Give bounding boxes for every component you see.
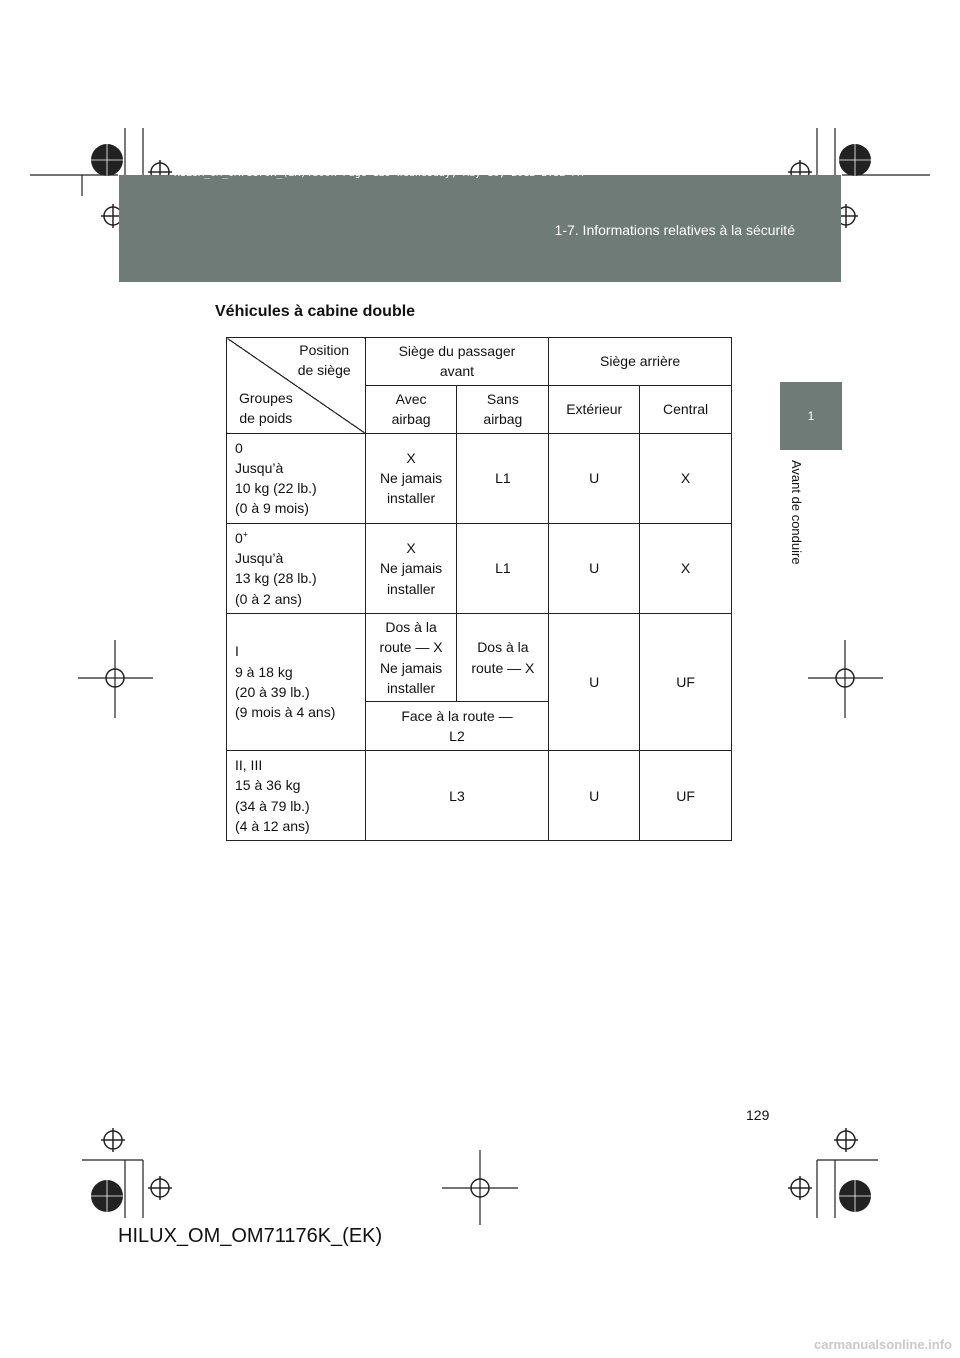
corner-groups-label: Groupes de poids	[239, 390, 293, 427]
outboard-cell: U	[549, 523, 640, 613]
table-row	[227, 433, 732, 523]
chapter-number: 1	[807, 409, 815, 423]
section-title: Véhicules à cabine double	[215, 303, 416, 320]
corner-position-label: Position de siège	[297, 342, 351, 379]
subheader-without-airbag: Sans airbag	[457, 385, 549, 433]
document-id: HILUX_OM_OM71176K_(EK)	[118, 1225, 383, 1247]
header-front-passenger: Siège du passager avant	[365, 338, 549, 386]
with-airbag-cell: X Ne jamais installer	[365, 433, 457, 523]
without-airbag-cell: L1	[457, 523, 549, 613]
table-row	[227, 613, 732, 701]
outboard-cell: U	[549, 433, 640, 523]
page-number: 129	[746, 1107, 770, 1123]
header-section-title: 1-7. Informations relatives à la sécurité	[554, 222, 795, 238]
without-airbag-cell: Dos à la route — X	[457, 613, 549, 701]
central-cell: UF	[640, 613, 732, 750]
table-row	[227, 523, 732, 613]
subheader-with-airbag: Avec airbag	[365, 385, 457, 433]
group-cell: 0+ Jusqu’à 13 kg (28 lb.) (0 à 2 ans)	[227, 523, 366, 613]
chapter-label: Avant de conduire	[789, 460, 804, 565]
watermark: carmanualsonline.info	[814, 1337, 952, 1352]
front-passenger-cell: L3	[365, 751, 549, 841]
group-cell: 0 Jusqu’à 10 kg (22 lb.) (0 à 9 mois)	[227, 433, 366, 523]
outboard-cell: U	[549, 751, 640, 841]
with-airbag-cell: Dos à la route — X Ne jamais installer	[365, 613, 457, 701]
header-rear-seat: Siège arrière	[549, 338, 732, 386]
central-cell: X	[640, 433, 732, 523]
forward-facing-cell: Face à la route — L2	[365, 702, 549, 751]
group-cell: I 9 à 18 kg (20 à 39 lb.) (9 mois à 4 ans)	[227, 613, 366, 750]
table-corner-header	[227, 338, 366, 434]
book-stamp: HILUX_OM_OM71176K_(EK).book Page 129 Wednesday, May 16, 2012 2:32 PM	[174, 168, 584, 179]
group-cell: II, III 15 à 36 kg (34 à 79 lb.) (4 à 12 ans)	[227, 751, 366, 841]
subheader-outboard: Extérieur	[549, 385, 640, 433]
seat-suitability-table	[226, 337, 732, 841]
subheader-central: Central	[640, 385, 732, 433]
central-cell: UF	[640, 751, 732, 841]
central-cell: X	[640, 523, 732, 613]
outboard-cell: U	[549, 613, 640, 750]
without-airbag-cell: L1	[457, 433, 549, 523]
with-airbag-cell: X Ne jamais installer	[365, 523, 457, 613]
header-band	[119, 175, 841, 282]
chapter-tab	[780, 382, 842, 450]
table-row	[227, 751, 732, 841]
